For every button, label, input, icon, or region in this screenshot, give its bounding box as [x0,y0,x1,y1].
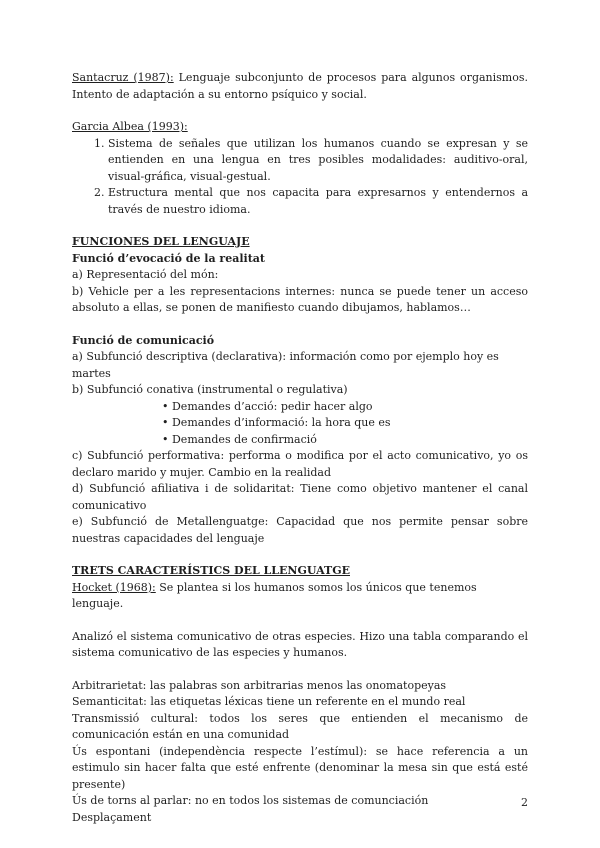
trets-line-transmissio: Transmissió cultural: todos los seres que entienden el mecanismo de comunicación están en una comunidad [72,711,528,741]
comunicacio-title: Funció de comunicació [72,333,215,347]
trets-line-arbitrarietat: Arbitrarietat: las palabras son arbitrarias menos las onomatopeyas [72,678,447,692]
hockett-paragraph [72,580,528,613]
comunicacio-d: d) Subfunció afiliativa i de solidaritat: Tiene como objetivo mantener el canal comunicativo [72,482,528,512]
comunicacio-a: a) Subfunció descriptiva (declarativa): información como por ejemplo hoy es martes [72,350,499,380]
analizo-paragraph: Analizó el sistema comunicativo de otras especies. Hizo una tabla comparando el sistema comunicativo de las especies y humanos. [72,629,528,659]
garcia-item-1: 1. Sistema de señales que utilizan los humanos cuando se expresan y se entienden en una lengua en tres posibles modalidades: auditivo-oral, visual-gráfica, visual-gestual. [108,136,528,186]
comunicacio-c: c) Subfunció performativa: performa o modifica por el acto comunicativo, yo os declaro marido y mujer. Cambio en la realidad [72,449,528,479]
santacruz-text: Lenguaje subconjunto de procesos para algunos organismos. Intento de adaptación a su entorno psíquico y social. [72,71,528,101]
trets-line-us-torns: Ús de torns al parlar: no en todos los sistemas de comunciación [72,794,429,807]
comunicacio-bullet-1: • Demandes d’acció: pedir hacer algo [162,399,373,413]
evocacio-a: a) Representació del món: [72,268,219,281]
garcia-item-2: 2. Estructura mental que nos capacita para expresarnos y entendernos a través de nuestro idioma. [108,185,528,218]
evocacio-title: Funció d’evocació de la realitat [72,251,265,265]
comunicacio-e: e) Subfunció de Metallenguatge: Capacidad que nos permite pensar sobre nuestras capacidades del lenguaje [72,515,528,545]
funciones-heading: FUNCIONES DEL LENGUAJE [72,235,250,248]
document-body [72,70,528,826]
trets-line-semanticitat: Semanticitat: las etiquetas léxicas tiene un referente en el mundo real [72,695,466,708]
hockett-text: Se plantea si los humanos somos los únicos que tenemos lenguaje. [72,580,477,610]
page-number: 2 [521,796,528,809]
trets-line-desplacament: Desplaçament [72,810,152,824]
trets-heading: TRETS CARACTERÍSTICS DEL LLENGUATGE [72,564,350,577]
santacruz-ref: Santacruz (1987): [72,71,174,84]
comunicacio-bullet-2: • Demandes d’informació: la hora que es [162,416,391,429]
comunicacio-bullet-3: • Demandes de confirmació [162,432,317,446]
trets-line-us-espontani: Ús espontani (independència respecte l’estímul): se hace referencia a un estimulo sin hacer falta que esté enfrente (denominar la mesa sin que está esté presente) [72,744,528,791]
santacruz-paragraph [72,70,528,103]
garcia-ref: Garcia Albea (1993): [72,120,188,133]
evocacio-b: b) Vehicle per a les representacions internes: nunca se puede tener un acceso absoluto a ellas, se ponen de manifiesto cuando dibujamos, hablamos… [72,284,528,314]
garcia-list [72,136,528,219]
hockett-ref: Hocket (1968): [72,580,156,594]
comunicacio-b: b) Subfunció conativa (instrumental o regulativa) [72,383,348,396]
